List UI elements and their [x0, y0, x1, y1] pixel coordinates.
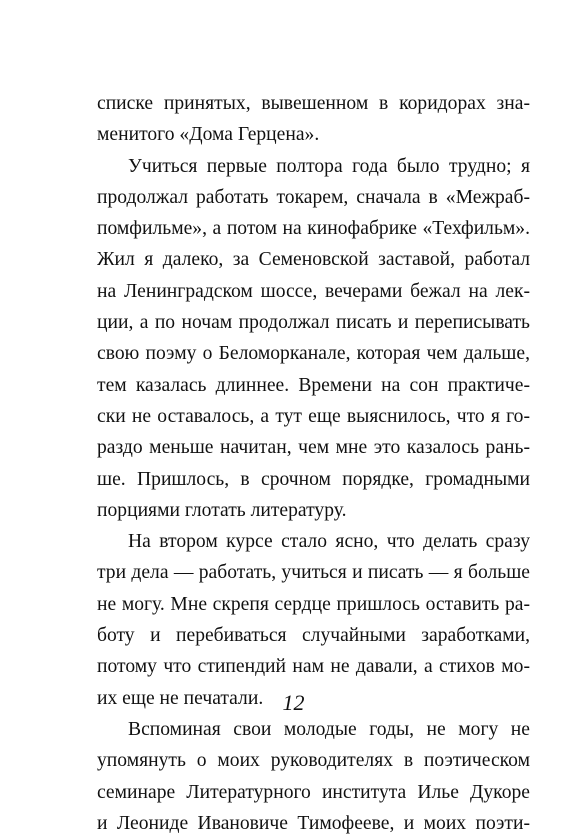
text-line: не могу. Мне скрепя сердце пришлось оставить ра- [97, 593, 530, 615]
text-line: боту и перебиваться случайными заработками, [97, 625, 530, 647]
text-line: семинаре Литературного института Илье Дукоре [97, 781, 530, 803]
text-line: раздо меньше начитан, чем мне это казалось рань- [97, 437, 530, 459]
text-line: ции, а по ночам продолжал писать и переписывать [97, 312, 530, 334]
page-number: 12 [282, 690, 305, 715]
text-line: Вспоминая свои молодые годы, не могу не [128, 718, 530, 740]
text-line: и Леониде Ивановиче Тимофееве, и моих поэти- [97, 812, 530, 834]
text-line: Учиться первые полтора года было трудно; я [128, 155, 530, 177]
text-line: На втором курсе стало ясно, что делать сразу [128, 531, 530, 553]
text-line: ски не оставалось, а тут еще выяснилось, что я го- [97, 405, 530, 427]
text-line: порциями глотать литературу. [97, 499, 347, 521]
text-line: помфильме», а потом на кинофабрике «Техфильм». [97, 218, 530, 240]
text-line: списке принятых, вывешенном в коридорах зна- [97, 93, 530, 114]
text-line: ше. Пришлось, в срочном порядке, громадными [97, 468, 530, 490]
text-line: тем казалась длиннее. Времени на сон практиче- [97, 374, 530, 396]
text-line: продолжал работать токарем, сначала в «Межраб- [97, 186, 530, 208]
text-line: свою поэму о Беломорканале, которая чем дальше, [97, 343, 530, 365]
text-line: упомянуть о моих руководителях в поэтическом [97, 750, 530, 772]
text-line: менитого «Дома Герцена». [97, 124, 320, 146]
text-line: их еще не печатали. [97, 687, 264, 709]
body-text [97, 88, 530, 839]
text-line: три дела — работать, учиться и писать — я больше [97, 562, 530, 584]
text-line: потому что стипендий нам не давали, а стихов мо- [97, 656, 530, 678]
text-line: Жил я далеко, за Семеновской заставой, работал [97, 249, 530, 271]
text-line: на Ленинградском шоссе, вечерами бежал на лек- [97, 280, 530, 302]
